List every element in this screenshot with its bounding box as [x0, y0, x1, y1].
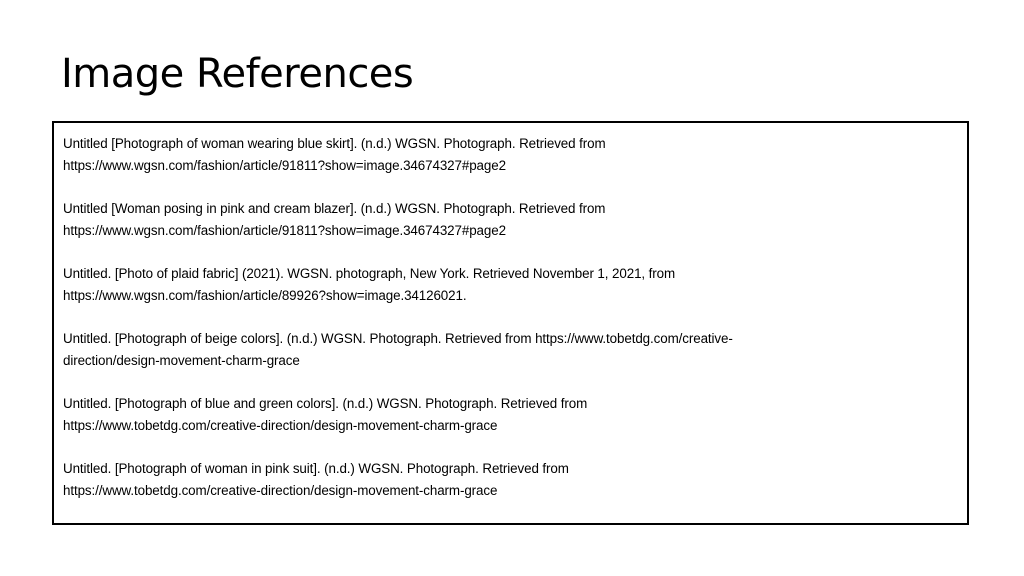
reference-url: https://www.tobetdg.com/creative-direction/design-movement-charm-grace [63, 417, 498, 433]
reference-citation: Untitled [Photograph of woman wearing blue skirt]. (n.d.) WGSN. Photograph. Retrieved from [63, 136, 606, 151]
page-title: Image References [61, 51, 414, 97]
reference-item [63, 458, 925, 501]
reference-item [63, 133, 925, 176]
reference-item [63, 328, 925, 371]
reference-item [63, 263, 925, 306]
reference-url: https://www.wgsn.com/fashion/article/89926?show=image.34126021. [63, 287, 467, 303]
reference-citation: Untitled. [Photograph of blue and green colors]. (n.d.) WGSN. Photograph. Retrieved from [63, 396, 588, 411]
reference-citation: Untitled. [Photo of plaid fabric] (2021). WGSN. photograph, New York. Retrieved November 1, 2021, from [63, 266, 676, 281]
reference-item [63, 198, 925, 241]
reference-list [54, 123, 967, 501]
references-box [52, 121, 969, 525]
reference-url: https://www.tobetdg.com/creative-direction/design-movement-charm-grace [63, 482, 498, 498]
reference-url: https://www.wgsn.com/fashion/article/91811?show=image.34674327#page2 [63, 222, 506, 238]
reference-item [63, 393, 925, 436]
reference-url: direction/design-movement-charm-grace [63, 352, 300, 368]
reference-citation: Untitled. [Photograph of beige colors]. (n.d.) WGSN. Photograph. Retrieved from https://www.tobetdg.com/creative- [63, 331, 733, 346]
reference-citation: Untitled. [Photograph of woman in pink suit]. (n.d.) WGSN. Photograph. Retrieved from [63, 461, 569, 476]
reference-citation: Untitled [Woman posing in pink and cream blazer]. (n.d.) WGSN. Photograph. Retrieved from [63, 201, 606, 216]
reference-url: https://www.wgsn.com/fashion/article/91811?show=image.34674327#page2 [63, 157, 506, 173]
